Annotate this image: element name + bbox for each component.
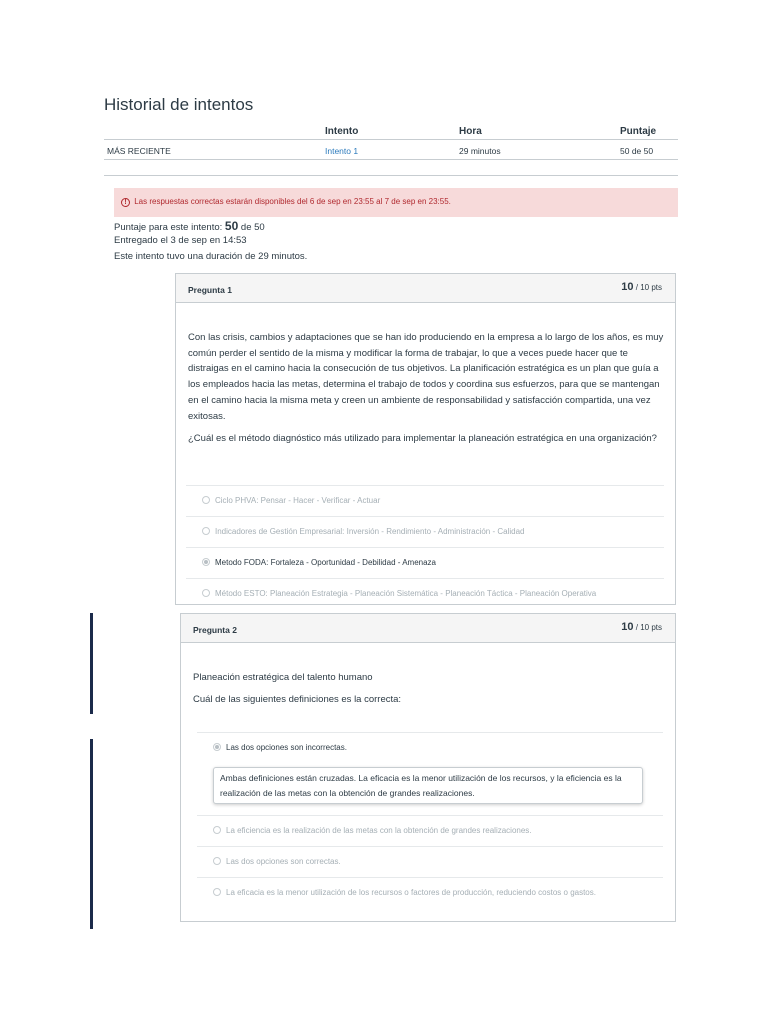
question-header	[181, 614, 675, 643]
attempt-link[interactable]: Intento 1	[325, 146, 359, 156]
question-accent-bar	[90, 613, 93, 714]
attempt-history-table	[104, 122, 678, 160]
radio-button	[202, 589, 210, 597]
question-points: 10 / 10 pts	[621, 621, 662, 633]
column-header-time: Hora	[459, 126, 482, 137]
column-header-score: Puntaje	[620, 126, 657, 137]
attempt-duration: Este intento tuvo una duración de 29 minutos.	[114, 251, 308, 262]
question-text: Con las crisis, cambios y adaptaciones que se han ido produciendo en la empresa a lo largo de los años, es muy común perder el sentido de la misma y modificar la forma de trabajar, lo que a veces puede hacer que te distraigas en el camino hacia la consecución de tus objetivos. La planificación estratégica es un plan que guía a los empleados hacia las metas, determina el trabajo de todos y coordina sus esfuerzos, para que se mantengan en el camino hacia la misma meta y creen un ambiente de responsabilidad y satisfacción compartida, una vez exitosas.	[188, 332, 664, 422]
question-header	[176, 274, 675, 303]
answer-option: Indicadores de Gestión Empresarial: Inversión - Rendimiento - Administración - Calidad	[186, 516, 664, 547]
answer-comment: Ambas definiciones están cruzadas. La eficacia es la menor utilización de los recursos, y la eficiencia es la realización de las metas con la obtención de grandes realizaciones.	[213, 767, 643, 804]
answer-option-selected: Metodo FODA: Fortaleza - Oportunidad - Debilidad - Amenaza	[186, 547, 664, 578]
row-label: MÁS RECIENTE	[107, 146, 171, 156]
radio-button-selected	[213, 743, 221, 751]
attempt-score-line: Puntaje para este intento: 50 de 50	[114, 219, 265, 233]
attempt-time: 29 minutos	[459, 146, 501, 156]
question-points: 10 / 10 pts	[621, 281, 662, 293]
radio-button	[202, 527, 210, 535]
answer-option: La eficiencia es la realización de las metas con la obtención de grandes realizaciones.	[197, 815, 663, 846]
radio-button	[213, 888, 221, 896]
warning-icon: !	[121, 198, 130, 207]
attempt-score: 50 de 50	[620, 146, 654, 156]
answers-availability-alert	[114, 188, 678, 217]
radio-button-selected	[202, 558, 210, 566]
question-prompt: Cuál de las siguientes definiciones es la correcta:	[193, 694, 402, 705]
question-text: Planeación estratégica del talento humano	[193, 672, 373, 683]
answer-option: Método ESTO: Planeación Estrategia - Planeación Sistemática - Planeación Táctica - Planeación Operativa	[186, 578, 664, 609]
question-title: Pregunta 1	[188, 285, 232, 295]
table-row	[104, 140, 678, 160]
column-header-attempt: Intento	[325, 126, 359, 137]
answer-option: Ciclo PHVA: Pensar - Hacer - Verificar - Actuar	[186, 485, 664, 516]
question-prompt: ¿Cuál es el método diagnóstico más utilizado para implementar la planeación estratégica en una organización?	[188, 433, 657, 444]
question-title: Pregunta 2	[193, 625, 237, 635]
divider	[104, 175, 678, 176]
submitted-date: Entregado el 3 de sep en 14:53	[114, 235, 247, 246]
answer-option-selected: Las dos opciones son incorrectas.	[197, 732, 663, 763]
radio-button	[213, 826, 221, 834]
answer-option: La eficacia es la menor utilización de los recursos o factores de producción, reduciendo costos o gastos.	[197, 877, 663, 908]
table-header	[104, 122, 678, 140]
radio-button	[202, 496, 210, 504]
question-accent-bar	[90, 739, 93, 929]
page-title: Historial de intentos	[104, 95, 254, 114]
question-1	[175, 273, 676, 605]
alert-text: Las respuestas correctas estarán disponibles del 6 de sep en 23:55 al 7 de sep en 23:55.	[134, 197, 451, 206]
radio-button	[213, 857, 221, 865]
attempt-score-value: 50	[224, 219, 239, 233]
answer-option: Las dos opciones son correctas.	[197, 846, 663, 877]
